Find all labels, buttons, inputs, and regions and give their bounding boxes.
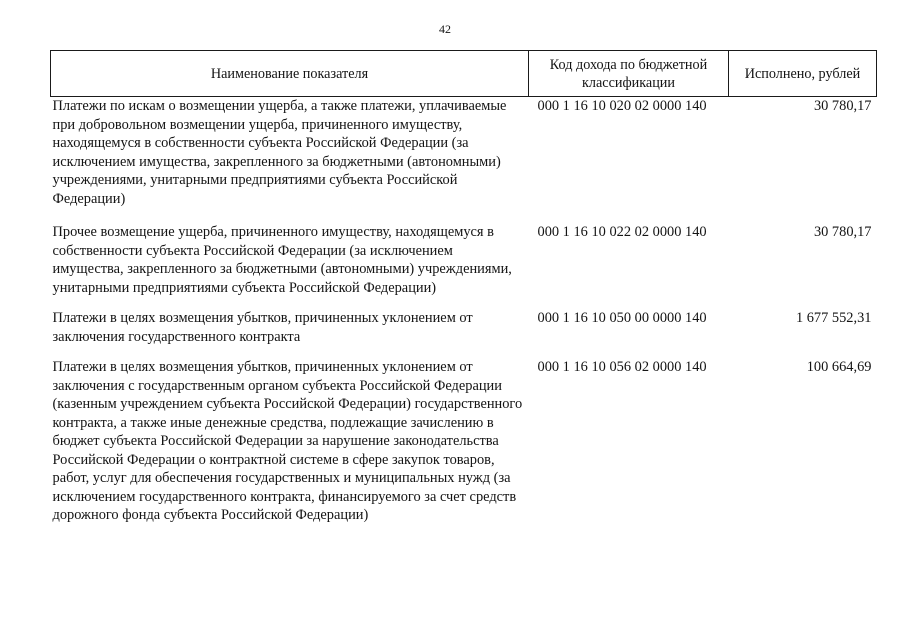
executed-amount-cell: 30 780,17 — [813, 224, 872, 240]
column-header-code: Код дохода по бюджетной классификации — [529, 51, 729, 97]
budget-code-cell: 000 1 16 10 022 02 0000 140 — [537, 224, 707, 240]
table-header — [51, 51, 877, 97]
indicator-name-cell: Платежи в целях возмещения убытков, причиненных уклонением от заключения государственного контракта — [52, 310, 473, 345]
executed-amount-cell: 30 780,17 — [813, 98, 872, 114]
column-header-executed: Исполнено, рублей — [729, 51, 877, 97]
column-header-name: Наименование показателя — [51, 51, 529, 97]
page-number: 42 — [439, 22, 451, 36]
budget-code-cell: 000 1 16 10 050 00 0000 140 — [537, 310, 707, 326]
budget-code-cell: 000 1 16 10 056 02 0000 140 — [537, 359, 707, 375]
table-row — [51, 358, 877, 525]
budget-revenue-table — [50, 50, 877, 525]
table-row — [51, 223, 877, 309]
executed-amount-cell: 100 664,69 — [806, 359, 872, 375]
indicator-name-cell: Платежи в целях возмещения убытков, причиненных уклонением от заключения с государственным органом субъекта Российской Федерации (казенным учреждением субъекта Российской Федерации) государственного контракта, а также иные денежные средства, подлежащие зачислению в бюджет субъекта Российской Федерации за нарушение законодательства Российской Федерации о контрактной системе в сфере закупок товаров, работ, услуг для обеспечения государственных и муниципальных нужд (за исключением государственного контракта, финансируемого за счет средств дорожного фонда субъекта Российской Федерации) — [52, 359, 523, 523]
table-body — [51, 97, 877, 525]
indicator-name-cell: Платежи по искам о возмещении ущерба, а также платежи, уплачиваемые при добровольном возмещении ущерба, причиненного имуществу, находящемуся в собственности субъекта Российской Федерации (за исключением имущества, закрепленного за бюджетными (автономными) учреждениями, унитарными предприятиями субъекта Российской Федерации) — [52, 98, 507, 207]
budget-code-cell: 000 1 16 10 020 02 0000 140 — [537, 98, 707, 114]
table-header-row — [51, 51, 877, 97]
indicator-name-cell: Прочее возмещение ущерба, причиненного имуществу, находящемуся в собственности субъекта Российской Федерации (за исключением имущества, закрепленного за бюджетными (автономными) учреждениями, унитарными предприятиями субъекта Российской Федерации) — [52, 224, 512, 296]
table-row — [51, 309, 877, 358]
table-row — [51, 97, 877, 224]
executed-amount-cell: 1 677 552,31 — [795, 310, 872, 326]
